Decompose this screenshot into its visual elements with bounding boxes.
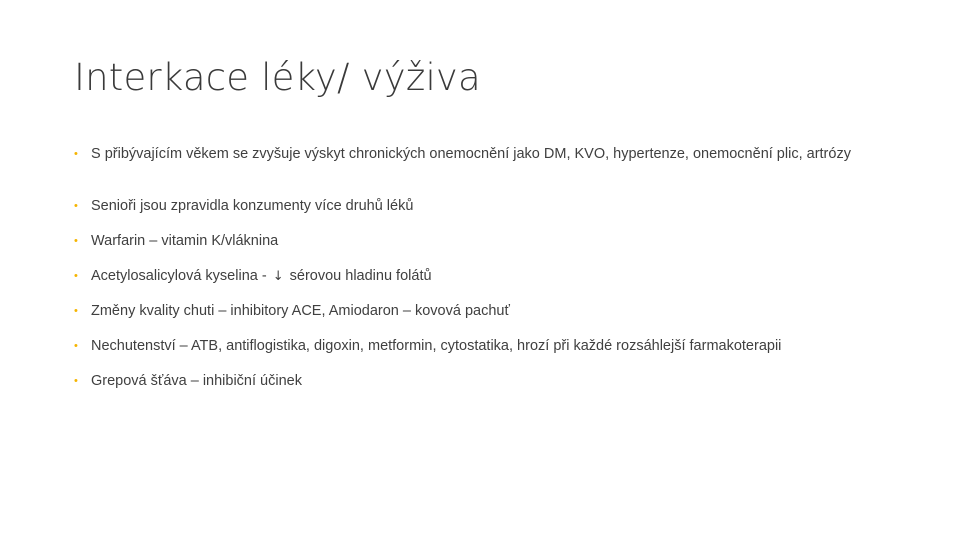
bullet-marker-icon: •: [74, 148, 78, 160]
bullet-item: [74, 198, 894, 215]
bullet-marker-icon: •: [74, 305, 78, 317]
bullet-text: Warfarin – vitamin K/vláknina: [91, 233, 279, 249]
bullet-text-before: Acetylosalicylová kyselina -: [91, 268, 271, 284]
bullet-text-after: sérovou hladinu folátů: [285, 268, 432, 284]
bullet-marker-icon: •: [74, 270, 78, 282]
bullet-text: Změny kvality chuti – inhibitory ACE, Amiodaron – kovová pachuť: [91, 303, 510, 319]
bullet-text: Grepová šťáva – inhibiční účinek: [91, 373, 302, 389]
bullet-marker-icon: •: [74, 235, 78, 247]
bullet-item: [74, 268, 894, 285]
bullet-item: [74, 373, 894, 390]
bullet-text: Nechutenství – ATB, antiflogistika, digoxin, metformin, cytostatika, hrozí při každé rozsáhlejší farmakoterapii: [91, 338, 782, 354]
bullet-marker-icon: •: [74, 200, 78, 212]
bullet-text: S přibývajícím věkem se zvyšuje výskyt chronických onemocnění jako DM, KVO, hypertenze, onemocnění plic, artrózy: [91, 146, 851, 162]
bullet-marker-icon: •: [74, 340, 78, 352]
bullet-marker-icon: •: [74, 375, 78, 387]
bullet-item: [74, 233, 894, 250]
bullet-item: [74, 146, 894, 180]
slide-title: Interkace léky/ výživa: [74, 56, 481, 99]
down-arrow-icon: ↓: [272, 269, 284, 284]
bullet-item: [74, 303, 894, 320]
bullet-list: [74, 146, 894, 390]
bullet-text: Senioři jsou zpravidla konzumenty více druhů léků: [91, 198, 414, 214]
bullet-item: [74, 338, 894, 355]
